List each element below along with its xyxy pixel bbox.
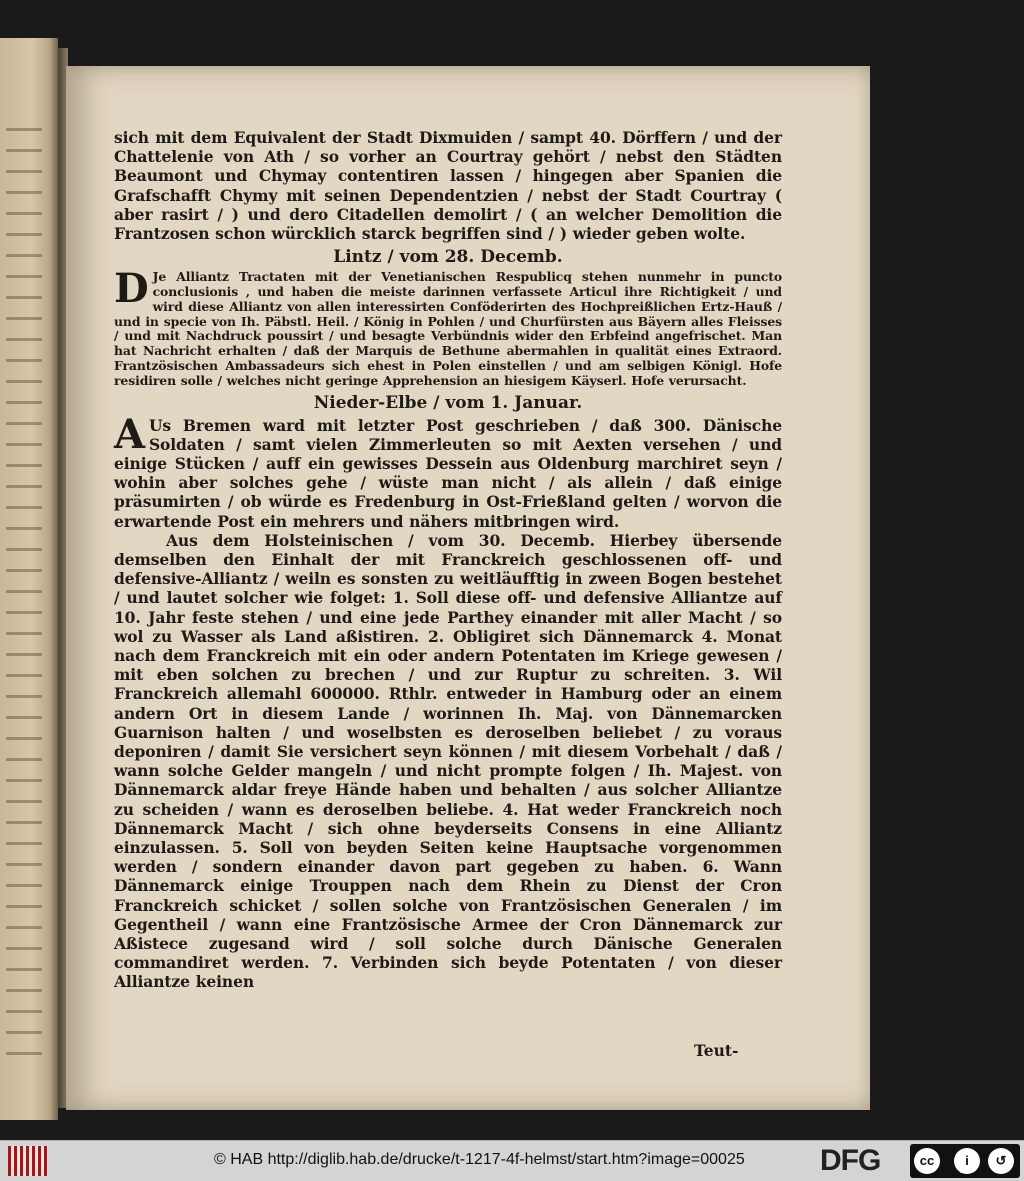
cc-license-badge[interactable] <box>910 1144 1020 1178</box>
dropcap-d: D <box>114 265 149 313</box>
cc-icon: cc <box>914 1148 940 1174</box>
dropcap-a: A <box>114 410 145 458</box>
copyright-link[interactable]: © HAB http://diglib.hab.de/drucke/t-1217-4f-helmst/start.htm?image=00025 <box>214 1151 745 1168</box>
by-icon: i <box>954 1148 980 1174</box>
by-label: BY <box>960 1168 970 1175</box>
paragraph-bremen <box>114 410 782 531</box>
section-heading-nieder-elbe: Nieder-Elbe / vom 1. Januar. <box>313 392 583 413</box>
paragraph-lintz <box>114 265 782 388</box>
paragraph-lintz-text: Je Alliantz Tractaten mit der Venetianischen Respublicq stehen nunmehr in puncto conclusionis , und haben die meiste darinnen verfassete Articul ihre Richtigkeit / und wird diese Alliantz von allen interessirten Conföderirten des Hochpreißlichen Ertz-Hauß / und in specie von Ih. Päbstl. Heil. / König in Pohlen / und Churfürsten aus Bäyern alles Fleisses / und mit Nachdruck poussirt / und besagte Verbündnis wider den Erbfeind angefrischet. Man hat Nachricht erhalten / daß der Marquis de Bethune abermahlen in qualität eines Extraord. Frantzösischen Ambassadeurs sich ehest in Polen einstellen / und am selbigen Königl. Hofe residiren solle / welches nicht geringe Apprehension an hiesigem Käyserl. Hofe verursacht. <box>114 269 782 388</box>
paragraph-1: sich mit dem Equivalent der Stadt Dixmuiden / sampt 40. Dörffern / und der Chattelenie von Ath / so vorher an Courtray gehört / nebst den Städten Beaumont und Chymay contentiren lassen / hingegen aber Spanien die Grafschafft Chymy mit seinen Dependentzien / nebst der Stadt Courtray ( aber rasirt / ) und dero Citadellen demolirt / ( an welcher Demolition die Frantzosen schon würcklich starck begriffen sind / ) wieder geben wolte. <box>114 128 782 244</box>
previous-page-edge <box>0 38 58 1120</box>
page-text <box>114 128 782 992</box>
paragraph-holstein: Aus dem Holsteinischen / vom 30. Decemb. Hierbey übersende demselben den Einhalt der mit Franckreich geschlossenen off- und defensive-Alliantz / weiln es sonsten zu weitläufftig in zween Bogen bestehet / und lautet solcher wie folget: 1. Soll diese off- und defensive Alliantze auf 10. Jahr feste stehen / und eine jede Parthey einander mit aller Macht / so wol zu Wasser als Land aßistiren. 2. Obligiret sich Dännemarck 4. Monat nach dem Franckreich mit ein oder andern Potentaten im Kriege gewesen / mit eben solchen zu brechen / und zur Ruptur zu schreiten. 3. Wil Franckreich allemahl 600000. Rthlr. entweder in Hamburg oder an einem andern Ort in diesem Lande / worinnen Ih. Maj. von Dännemarcken Guarnison halten / und woselbsten es deroselben beliebet / zu voraus deponiren / damit Sie versichert seyn können / mit diesem Vorbehalt / daß / wann solche Gelder mangeln / und nicht prompte folgen / Ih. Majest. von Dännemarck aldar freye Hände haben und behalten / aus solcher Alliantze zu scheiden / wann es deroselben beliebe. 4. Hat weder Franckreich noch Dännemarck Macht / sich ohne beyderseits Consens in eine Alliantz einzulassen. 5. Soll von beyden Seiten keine Hauptsache vorgenommen werden / sondern einander davon part gegeben zu haben. 6. Wann Dännemarck einige Trouppen nach dem Rhein zu Dienst der Cron Franckreich schicket / sollen solche von Frantzösischen Generalen / im Gegentheil / wann eine Frantzösische Armee der Cron Dännemarck zur Aßistece zugesand wird / soll solche durch Dänische Generalen commandiret werden. 7. Verbinden sich beyde Potentaten / von dieser Alliantze keinen <box>114 530 782 992</box>
sa-label: SA <box>994 1168 1004 1175</box>
sa-icon: ↺ <box>988 1148 1014 1174</box>
book-page <box>66 66 870 1110</box>
footer-bar <box>0 1140 1024 1181</box>
hab-logo-icon[interactable] <box>8 1146 48 1176</box>
paragraph-bremen-text: Us Bremen ward mit letzter Post geschrieben / daß 300. Dänische Soldaten / samt vielen Zimmerleuten so mit Aexten versehen / und einige Stücken / auff ein gewisses Dessein aus Oldenburg marchiret seyn / wohin aber solches gehe / wüste man nicht / als allein / daß einige präsumirten / ob würde es Fredenburg in Ost-Frießland gelten / worvon die erwartende Post ein mehrers und nähers mitbringen wird. <box>114 415 782 531</box>
dfg-logo[interactable]: DFG <box>820 1144 881 1177</box>
catchword: Teut- <box>694 1041 739 1060</box>
section-heading-lintz: Lintz / vom 28. Decemb. <box>333 247 563 268</box>
